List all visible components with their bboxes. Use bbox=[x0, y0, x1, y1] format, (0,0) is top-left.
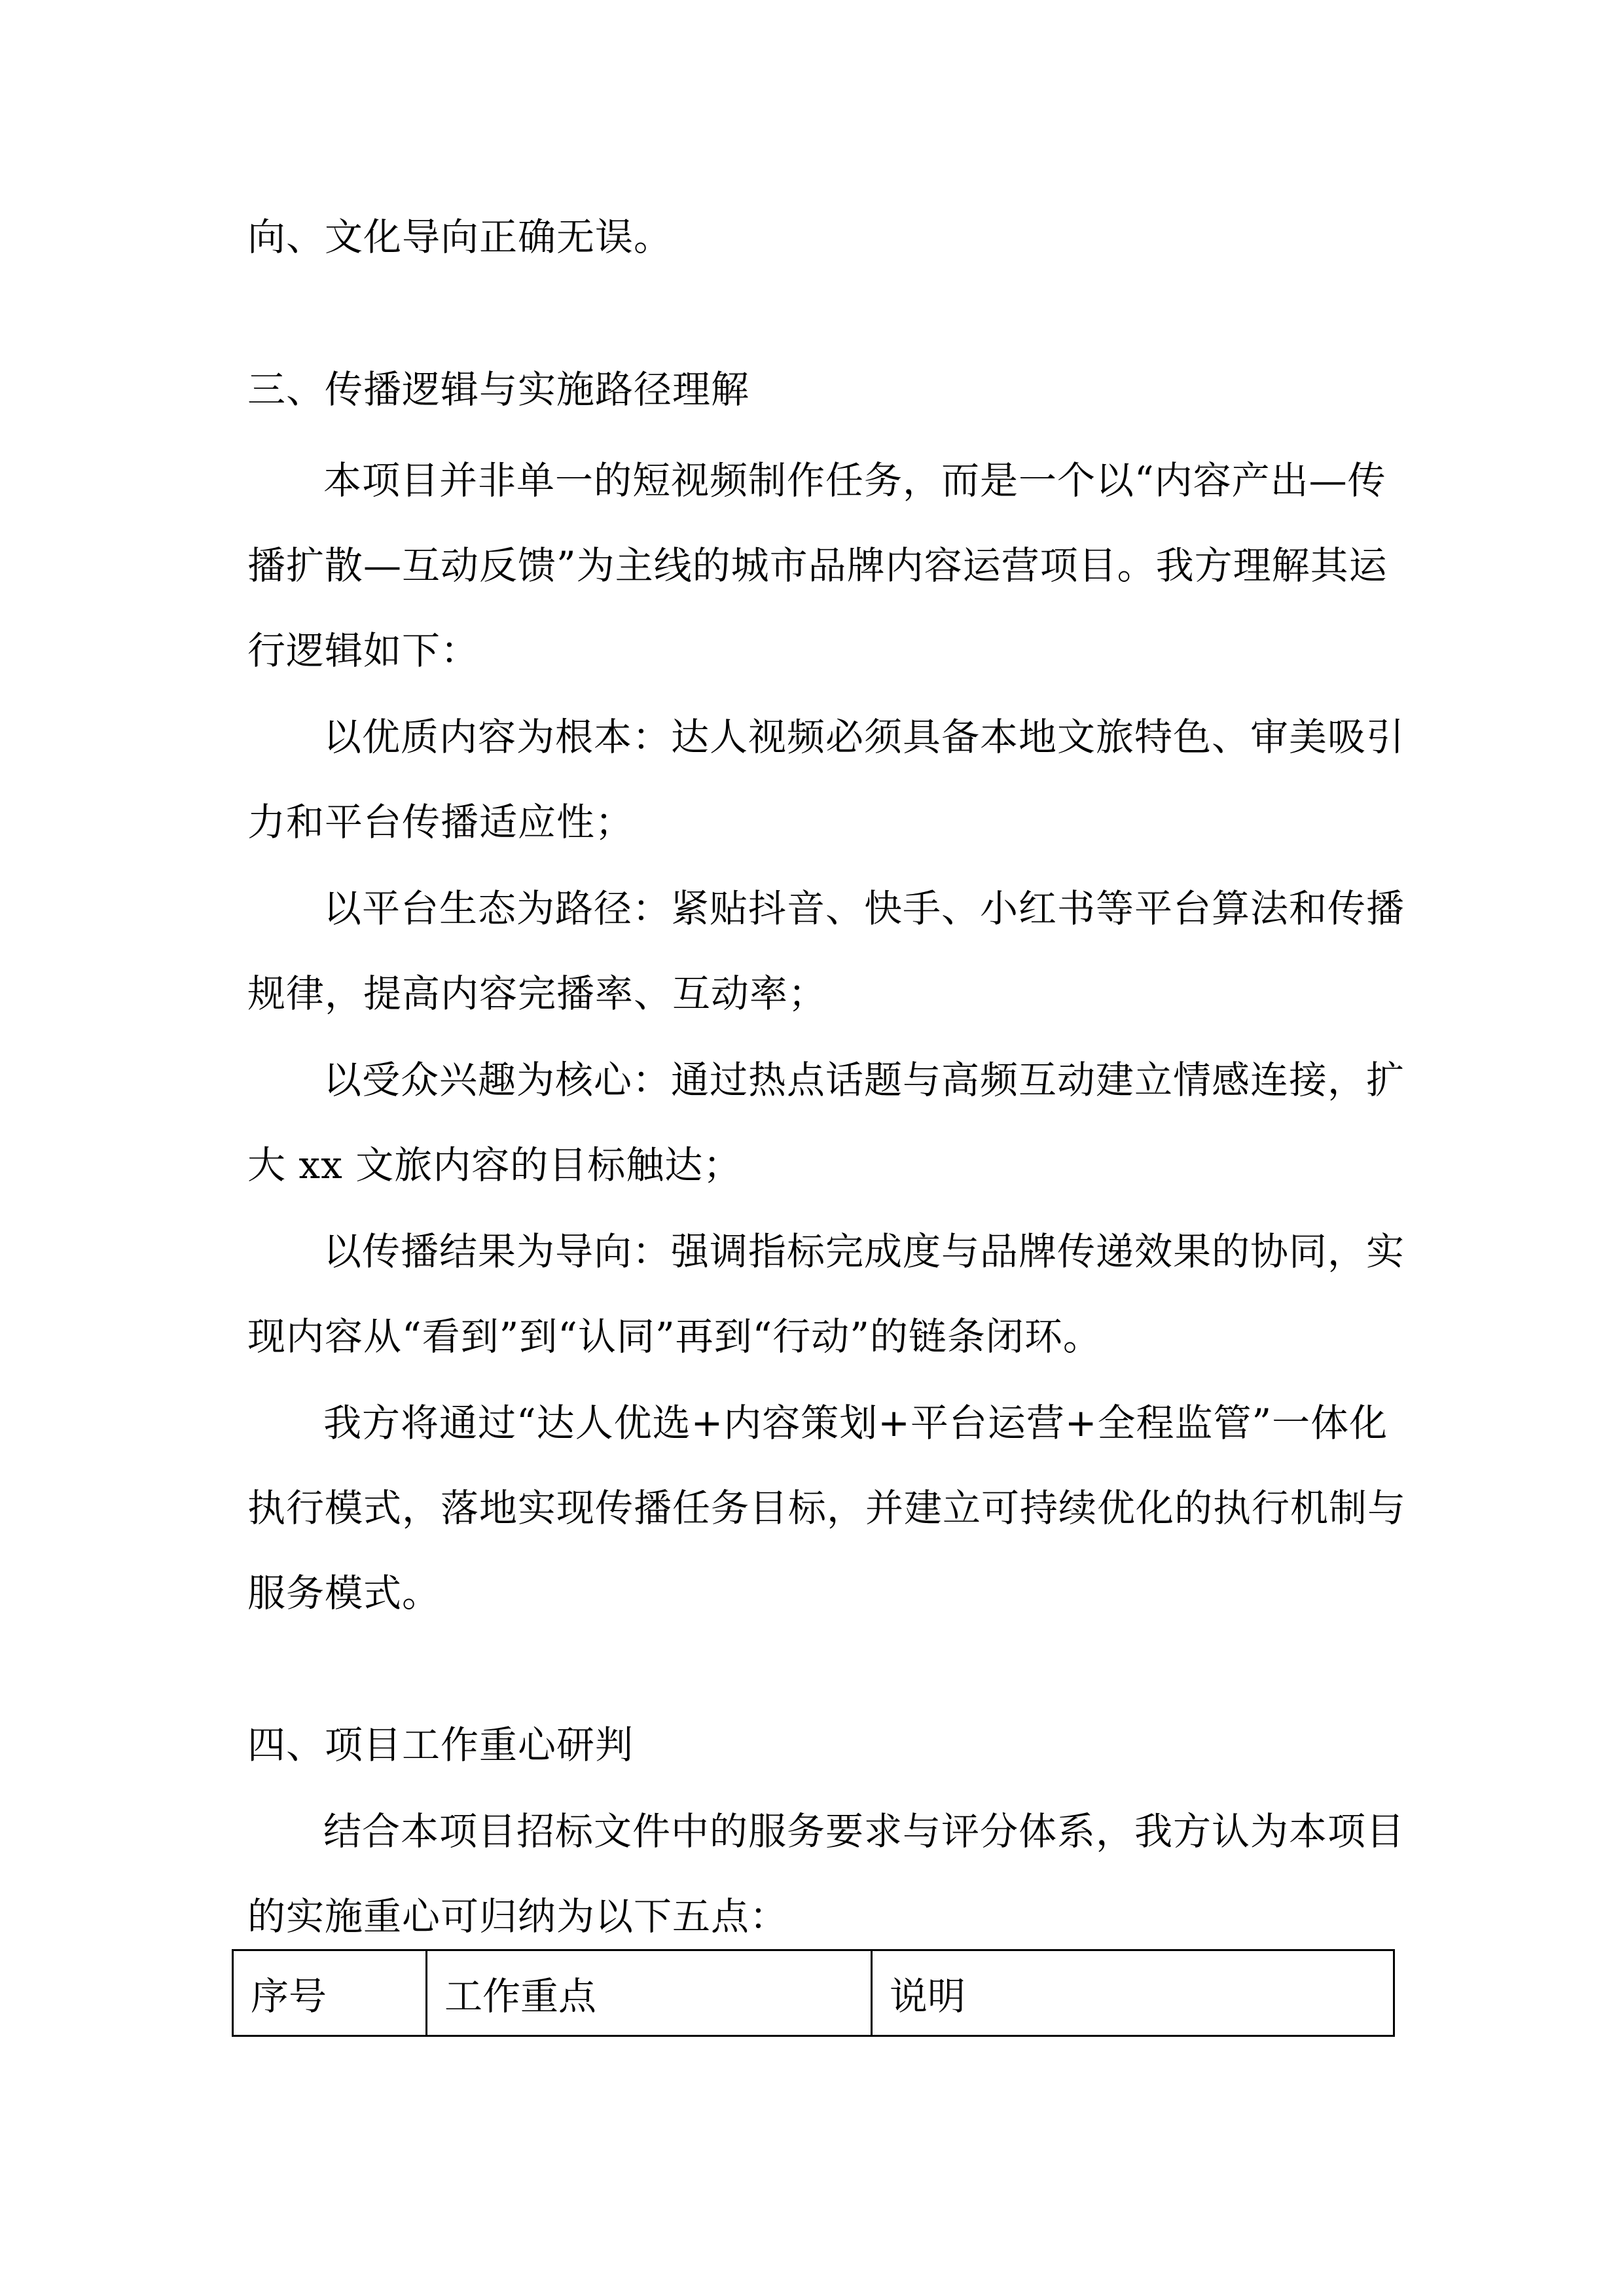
section-heading: 三、传播逻辑与实施路径理解 bbox=[247, 367, 750, 412]
paragraph-line: 以受众兴趣为核心：通过热点话题与高频互动建立情感连接，扩 bbox=[323, 1058, 1405, 1102]
paragraph-line: 现内容从“看到”到“认同”再到“行动”的链条闭环。 bbox=[247, 1314, 1102, 1359]
table-header-cell: 序号 bbox=[233, 1950, 427, 2036]
paragraph-line: 以传播结果为导向：强调指标完成度与品牌传递效果的协同，实 bbox=[323, 1229, 1405, 1274]
paragraph-line: 结合本项目招标文件中的服务要求与评分体系，我方认为本项目 bbox=[323, 1809, 1405, 1854]
paragraph-line: 服务模式。 bbox=[247, 1571, 441, 1615]
work-focus-table bbox=[232, 1949, 1395, 2037]
paragraph-line: 执行模式，落地实现传播任务目标，并建立可持续优化的执行机制与 bbox=[247, 1486, 1407, 1530]
paragraph-line: 向、文化导向正确无误。 bbox=[247, 215, 673, 259]
paragraph-line: 播扩散—互动反馈”为主线的城市品牌内容运营项目。我方理解其运 bbox=[247, 543, 1388, 588]
paragraph-line: 我方将通过“达人优选+内容策划+平台运营+全程监管”一体化 bbox=[323, 1401, 1388, 1445]
paragraph-line: 以平台生态为路径：紧贴抖音、快手、小红书等平台算法和传播 bbox=[323, 886, 1405, 931]
paragraph-line: 的实施重心可归纳为以下五点： bbox=[247, 1894, 789, 1939]
table-header-row bbox=[233, 1950, 1394, 2036]
paragraph-line: 力和平台传播适应性； bbox=[247, 800, 634, 844]
paragraph-line: 本项目并非单一的短视频制作任务，而是一个以“内容产出—传 bbox=[323, 458, 1386, 503]
paragraph-line: 以优质内容为根本：达人视频必须具备本地文旅特色、审美吸引 bbox=[323, 715, 1405, 759]
table-header-cell: 说明 bbox=[872, 1950, 1394, 2036]
paragraph-line: 大 xx 文旅内容的目标触达； bbox=[247, 1143, 742, 1187]
paragraph-line: 规律，提高内容完播率、互动率； bbox=[247, 971, 827, 1016]
table-header-cell: 工作重点 bbox=[427, 1950, 872, 2036]
paragraph-line: 行逻辑如下： bbox=[247, 628, 480, 673]
section-heading: 四、项目工作重心研判 bbox=[247, 1723, 634, 1767]
